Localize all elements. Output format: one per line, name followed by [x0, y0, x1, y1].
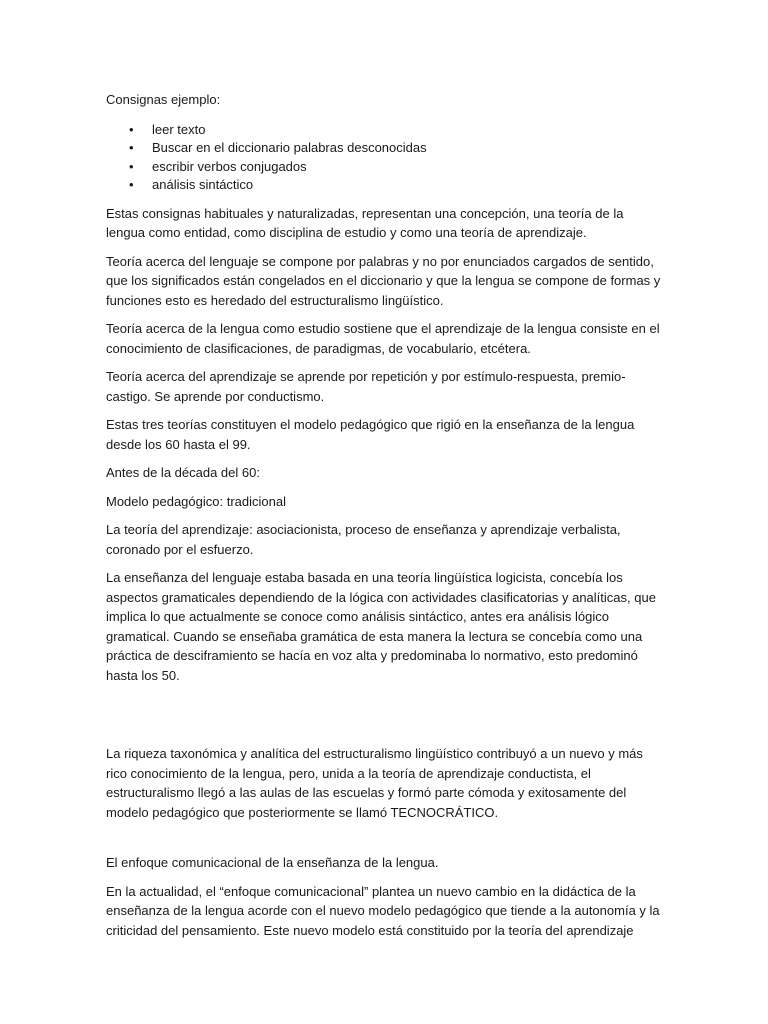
- paragraph: La teoría del aprendizaje: asociacionista, proceso de enseñanza y aprendizaje verbalista, coronado por el esfuerzo.: [106, 522, 621, 557]
- spacer: [106, 831, 666, 853]
- paragraph: El enfoque comunicacional de la enseñanza de la lengua.: [106, 855, 439, 870]
- paragraph: Teoría acerca de la lengua como estudio sostiene que el aprendizaje de la lengua consiste en el conocimiento de clasificaciones, de paradigmas, de vocabulario, etcétera.: [106, 321, 660, 356]
- bullet-item: • escribir verbos conjugados: [106, 158, 666, 177]
- paragraph: Teoría acerca del aprendizaje se aprende por repetición y por estímulo-respuesta, premio- castigo. Se aprende por conductismo.: [106, 369, 626, 404]
- bullet-item: • leer texto: [106, 121, 666, 140]
- paragraph: Modelo pedagógico: tradicional: [106, 493, 286, 509]
- paragraph: En la actualidad, el “enfoque comunicacional” plantea un nuevo cambio en la didáctica de la enseñanza de la lengua acorde con el nuevo modelo pedagógico que tiende a la autonomía y la criticidad del pensamiento. Este nuevo modelo está constituido por la teoría del aprendizaje: [106, 883, 660, 938]
- section-heading: Consignas ejemplo:: [106, 92, 221, 107]
- paragraph: Teoría acerca del lenguaje se compone por palabras y no por enunciados cargados de sentido, que los significados están congelados en el diccionario y que la lengua se compone de formas y funciones esto es heredado del estructuralismo lingüístico.: [106, 253, 661, 308]
- bullet-list: [106, 121, 666, 195]
- paragraph: La enseñanza del lenguaje estaba basada en una teoría lingüística logicista, concebía los aspectos gramaticales dependiendo de la lógica con actividades clasificatorias y analíticas, que implica lo que actualmente se conoce como análisis sintáctico, antes era análisis lógico gramatical. Cuando se enseñaba gramática de esta manera la lectura se concebía como una práctica de desciframiento se hacía en voz alta y predominaba lo normativo, esto predominó hasta los 50.: [106, 570, 656, 683]
- bullet-item: • Buscar en el diccionario palabras desconocidas: [106, 139, 666, 158]
- document-page: [106, 90, 666, 949]
- spacer: [106, 694, 666, 744]
- paragraph: Estas consignas habituales y naturalizadas, representan una concepción, una teoría de la lengua como entidad, como disciplina de estudio y como una teoría de aprendizaje.: [106, 205, 624, 240]
- bullet-item: • análisis sintáctico: [106, 176, 666, 195]
- paragraph: La riqueza taxonómica y analítica del estructuralismo lingüístico contribuyó a un nuevo y más rico conocimiento de la lengua, pero, unida a la teoría de aprendizaje conductista, el estructuralismo llegó a las aulas de las escuelas y formó parte cómoda y exitosamente del modelo pedagógico que posteriormente se llamó TECNOCRÁTICO.: [106, 746, 643, 820]
- paragraph: Estas tres teorías constituyen el modelo pedagógico que rigió en la enseñanza de la lengua desde los 60 hasta el 99.: [106, 417, 635, 452]
- paragraph: Antes de la década del 60:: [106, 465, 260, 480]
